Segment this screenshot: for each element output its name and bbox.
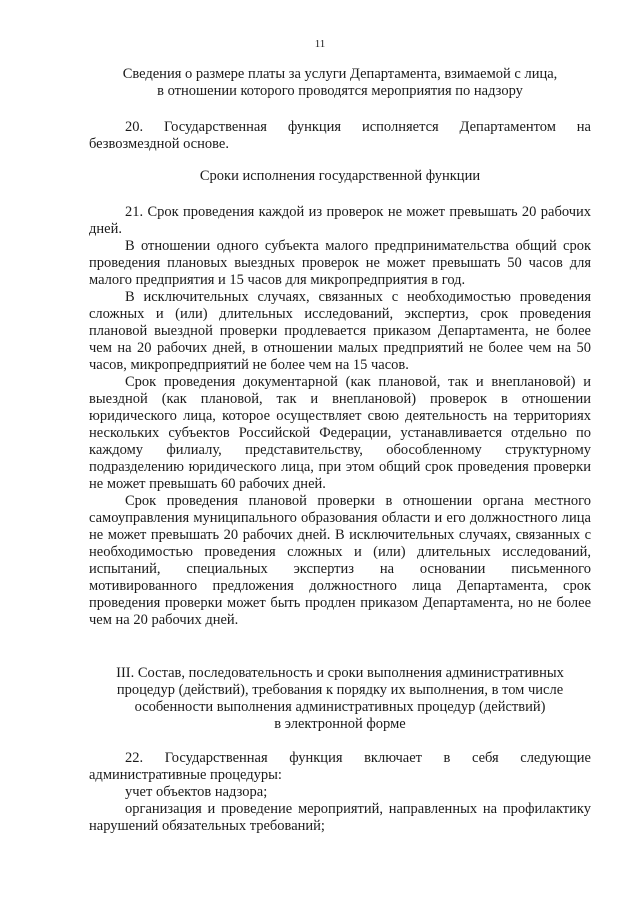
paragraph-small-business: В отношении одного субъекта малого предпринимательства общий срок проведения плановых выездных проверок не может превышать 50 часов для малого предприятия и 15 часов для микропредприятия в год. bbox=[89, 238, 591, 288]
fee-heading-line-2: в отношении которого проводятся мероприятия по надзору bbox=[157, 83, 523, 99]
section-iii-heading bbox=[89, 665, 591, 733]
fee-section-heading bbox=[89, 66, 591, 100]
paragraph-22: 22. Государственная функция включает в себя следующие административные процедуры: bbox=[89, 750, 591, 783]
terms-section-heading: Сроки исполнения государственной функции bbox=[199, 168, 481, 184]
section-iii-heading-line-1: III. Состав, последовательность и сроки выполнения административных bbox=[116, 665, 564, 681]
section-iii-heading-line-3: особенности выполнения административных процедур (действий) bbox=[134, 699, 546, 715]
section-iii-heading-line-2: процедур (действий), требования к порядку их выполнения, в том числе bbox=[116, 682, 564, 698]
page-number: 11 bbox=[314, 38, 326, 50]
document-body bbox=[89, 66, 591, 835]
paragraph-local-government: Срок проведения плановой проверки в отношении органа местного самоуправления муниципального образования области и его должностного лица не может превышать 20 рабочих дней. В исключительных случаях, связанных с необходимостью проведения сложных и (или) длительных исследований, испытаний, специальных экспертиз на основании письменного мотивированного предложения должностного лица Департамента, срок проведения проверки может быть продлен приказом Департамента, но не более чем на 20 рабочих дней. bbox=[89, 493, 591, 628]
paragraph-branches: Срок проведения документарной (как плановой, так и внеплановой) и выездной (как плановой, так и внеплановой) проверок в отношении юридического лица, которое осуществляет свою деятельность на территориях нескольких субъектов Российской Федерации, устанавливается отдельно по каждому филиалу, представительству, обособленному структурному подразделению юридического лица, при этом общий срок проведения проверки не может превышать 60 рабочих дней. bbox=[89, 374, 591, 492]
procedure-item-2: организация и проведение мероприятий, направленных на профилактику нарушений обязательных требований; bbox=[89, 801, 591, 834]
procedure-item-1: учет объектов надзора; bbox=[125, 784, 268, 800]
section-iii-heading-line-4: в электронной форме bbox=[274, 716, 406, 732]
fee-heading-line-1: Сведения о размере платы за услуги Департамента, взимаемой с лица, bbox=[122, 66, 558, 82]
paragraph-21: 21. Срок проведения каждой из проверок не может превышать 20 рабочих дней. bbox=[89, 204, 591, 237]
paragraph-exceptional-cases: В исключительных случаях, связанных с необходимостью проведения сложных и (или) длительных исследований, экспертиз, срок проведения плановой выездной проверки продлевается приказом Департамента, не более чем на 20 рабочих дней, в отношении малых предприятий не более чем на 50 часов, микропредприятий не более чем на 15 часов. bbox=[89, 289, 591, 373]
paragraph-20: 20. Государственная функция исполняется Департаментом на безвозмездной основе. bbox=[89, 119, 591, 152]
